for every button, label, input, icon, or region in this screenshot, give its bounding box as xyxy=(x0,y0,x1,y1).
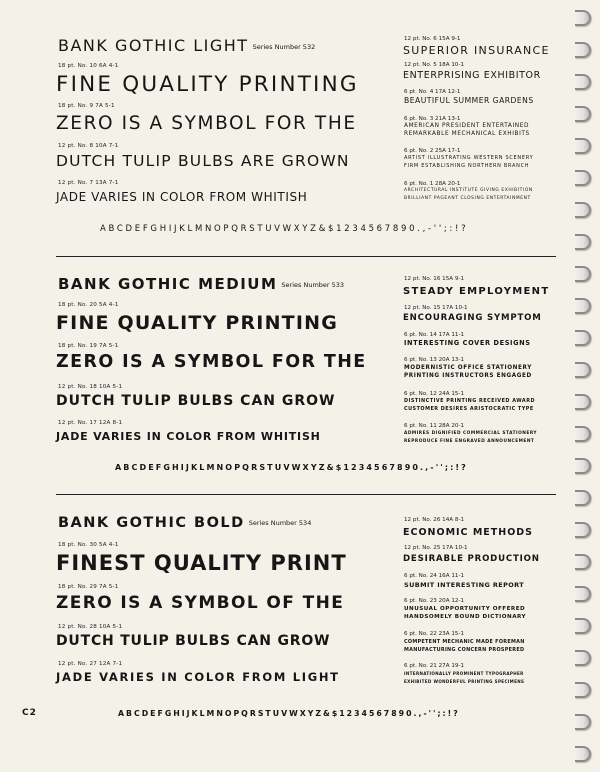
specimen-line: BEAUTIFUL SUMMER GARDENS xyxy=(404,96,534,105)
binding-ring xyxy=(575,394,591,410)
size-spec: 6 pt. No. 4 17A 12-1 xyxy=(404,89,461,95)
specimen-line: REPRODUCE FINE ENGRAVED ANNOUNCEMENT xyxy=(404,439,535,444)
specimen-line: FINE QUALITY PRINTING xyxy=(56,312,339,334)
binding-ring xyxy=(575,522,591,538)
specimen-line: SUPERIOR INSURANCE xyxy=(403,44,550,57)
specimen-line: ADMIRES DIGNIFIED COMMERCIAL STATIONERY xyxy=(404,431,538,436)
specimen-line: DUTCH TULIP BULBS CAN GROW xyxy=(56,393,336,409)
binding-ring xyxy=(575,10,591,26)
specimen-line: INTERNATIONALLY PROMINENT TYPOGRAPHER xyxy=(404,671,524,676)
size-spec: 6 pt. No. 21 27A 19-1 xyxy=(404,663,465,669)
specimen-line: DESIRABLE PRODUCTION xyxy=(403,554,540,564)
specimen-line: FINE QUALITY PRINTING xyxy=(56,72,359,97)
specimen-line: ZERO IS A SYMBOL FOR THE xyxy=(56,352,367,372)
size-spec: 12 pt. No. 15 17A 10-1 xyxy=(404,305,468,311)
binding-ring xyxy=(575,74,591,90)
size-spec: 12 pt. No. 8 10A 7-1 xyxy=(58,143,119,149)
specimen-line: ARCHITECTURAL INSTITUTE GIVING EXHIBITION xyxy=(404,188,533,193)
typeface-name: BANK GOTHIC BOLD xyxy=(58,515,245,531)
specimen-line: ZERO IS A SYMBOL OF THE xyxy=(56,593,345,613)
section-divider xyxy=(56,256,556,257)
series-number: Series Number 534 xyxy=(248,519,312,527)
binding-ring xyxy=(575,362,591,378)
character-set: ABCDEFGHIJKLMNOPQRSTUVWXYZ&$1234567890.,-'';:!? xyxy=(118,709,460,718)
specimen-line: AMERICAN PRESIDENT ENTERTAINED xyxy=(404,123,530,129)
size-spec: 6 pt. No. 23 20A 12-1 xyxy=(404,598,465,604)
typeface-name: BANK GOTHIC MEDIUM xyxy=(58,275,278,293)
specimen-line: HANDSOMELY BOUND DICTIONARY xyxy=(404,614,527,620)
size-spec: 12 pt. No. 25 17A 10-1 xyxy=(404,545,468,551)
binding-ring xyxy=(575,106,591,122)
size-spec: 6 pt. No. 13 20A 13-1 xyxy=(404,357,465,363)
binding-ring xyxy=(575,266,591,282)
specimen-line: FIRM ESTABLISHING NORTHERN BRANCH xyxy=(404,163,530,169)
specimen-line: SUBMIT INTERESTING REPORT xyxy=(404,581,525,589)
size-spec: 12 pt. No. 18 10A 5-1 xyxy=(58,384,123,390)
specimen-line: EXHIBITED WONDERFUL PRINTING SPECIMENS xyxy=(404,679,525,684)
specimen-line: DUTCH TULIP BULBS ARE GROWN xyxy=(56,152,350,170)
binding-ring xyxy=(575,330,591,346)
binding-ring xyxy=(575,618,591,634)
specimen-line: REMARKABLE MECHANICAL EXHIBITS xyxy=(404,131,530,137)
specimen-line: UNUSUAL OPPORTUNITY OFFERED xyxy=(404,606,526,612)
binding-ring xyxy=(575,138,591,154)
size-spec: 6 pt. No. 14 17A 11-1 xyxy=(404,332,465,338)
size-spec: 12 pt. No. 28 10A 5-1 xyxy=(58,624,123,630)
size-spec: 18 pt. No. 10 6A 4-1 xyxy=(58,63,119,69)
size-spec: 6 pt. No. 24 16A 11-1 xyxy=(404,573,465,579)
series-number: Series Number 532 xyxy=(252,43,316,51)
character-set: ABCDEFGHIJKLMNOPQRSTUVWXYZ&$1234567890.,-'';:!? xyxy=(115,463,468,472)
size-spec: 12 pt. No. 17 12A 8-1 xyxy=(58,420,123,426)
typeface-name: BANK GOTHIC LIGHT xyxy=(58,36,249,55)
character-set: ABCDEFGHIJKLMNOPQRSTUVWXYZ&$1234567890.,-'';:!? xyxy=(100,224,469,234)
size-spec: 6 pt. No. 11 28A 20-1 xyxy=(404,423,465,429)
section-title xyxy=(58,515,311,531)
specimen-line: DISTINCTIVE PRINTING RECEIVED AWARD xyxy=(404,398,536,404)
specimen-line: ECONOMIC METHODS xyxy=(403,527,534,538)
size-spec: 12 pt. No. 6 15A 9-1 xyxy=(404,36,461,42)
size-spec: 18 pt. No. 9 7A 5-1 xyxy=(58,103,115,109)
specimen-line: CUSTOMER DESIRES ARISTOCRATIC TYPE xyxy=(404,406,534,412)
binding-ring xyxy=(575,170,591,186)
binding-ring xyxy=(575,42,591,58)
specimen-line: STEADY EMPLOYMENT xyxy=(403,286,550,297)
binding-ring xyxy=(575,650,591,666)
binding-ring xyxy=(575,458,591,474)
specimen-line: FINEST QUALITY PRINT xyxy=(56,551,347,575)
size-spec: 12 pt. No. 7 13A 7-1 xyxy=(58,180,119,186)
series-number: Series Number 533 xyxy=(281,281,345,289)
binding-ring xyxy=(575,746,591,762)
specimen-line: ZERO IS A SYMBOL FOR THE xyxy=(56,113,357,134)
size-spec: 12 pt. No. 16 15A 9-1 xyxy=(404,276,465,282)
binding-ring xyxy=(575,682,591,698)
section-divider xyxy=(56,494,556,495)
section-title xyxy=(58,36,315,55)
size-spec: 18 pt. No. 30 5A 4-1 xyxy=(58,542,119,548)
size-spec: 18 pt. No. 29 7A 5-1 xyxy=(58,584,119,590)
specimen-line: MANUFACTURING CONCERN PROSPERED xyxy=(404,647,525,653)
section-title xyxy=(58,275,344,293)
binding-ring xyxy=(575,426,591,442)
specimen-line: MODERNISTIC OFFICE STATIONERY xyxy=(404,365,532,371)
size-spec: 6 pt. No. 3 21A 13-1 xyxy=(404,116,461,122)
size-spec: 18 pt. No. 20 5A 4-1 xyxy=(58,302,119,308)
specimen-line: ENTERPRISING EXHIBITOR xyxy=(403,70,541,81)
specimen-line: INTERESTING COVER DESIGNS xyxy=(404,339,531,347)
size-spec: 12 pt. No. 5 18A 10-1 xyxy=(404,62,465,68)
binding-ring xyxy=(575,490,591,506)
binding-ring xyxy=(575,554,591,570)
specimen-line: DUTCH TULIP BULBS CAN GROW xyxy=(56,633,331,649)
specimen-line: ENCOURAGING SYMPTOM xyxy=(403,313,542,323)
specimen-line: JADE VARIES IN COLOR FROM LIGHT xyxy=(56,670,340,684)
specimen-line: JADE VARIES IN COLOR FROM WHITISH xyxy=(56,430,321,443)
binding-ring xyxy=(575,298,591,314)
size-spec: 6 pt. No. 22 23A 15-1 xyxy=(404,631,465,637)
specimen-line: BRILLIANT PAGEANT CLOSING ENTERTAINMENT xyxy=(404,196,531,201)
specimen-line: JADE VARIES IN COLOR FROM WHITISH xyxy=(56,190,308,204)
size-spec: 12 pt. No. 27 12A 7-1 xyxy=(58,661,123,667)
binding-ring xyxy=(575,202,591,218)
size-spec: 12 pt. No. 26 14A 8-1 xyxy=(404,517,465,523)
size-spec: 6 pt. No. 12 24A 15-1 xyxy=(404,391,465,397)
specimen-line: ARTIST ILLUSTRATING WESTERN SCENERY xyxy=(404,155,534,161)
specimen-line: COMPETENT MECHANIC MADE FOREMAN xyxy=(404,639,525,645)
size-spec: 6 pt. No. 2 25A 17-1 xyxy=(404,148,461,154)
binding-ring xyxy=(575,714,591,730)
specimen-line: PRINTING INSTRUCTORS ENGAGED xyxy=(404,373,532,379)
binding-ring xyxy=(575,586,591,602)
size-spec: 6 pt. No. 1 28A 20-1 xyxy=(404,181,461,187)
binding-ring xyxy=(575,234,591,250)
page-number: C2 xyxy=(22,708,37,718)
size-spec: 18 pt. No. 19 7A 5-1 xyxy=(58,343,119,349)
